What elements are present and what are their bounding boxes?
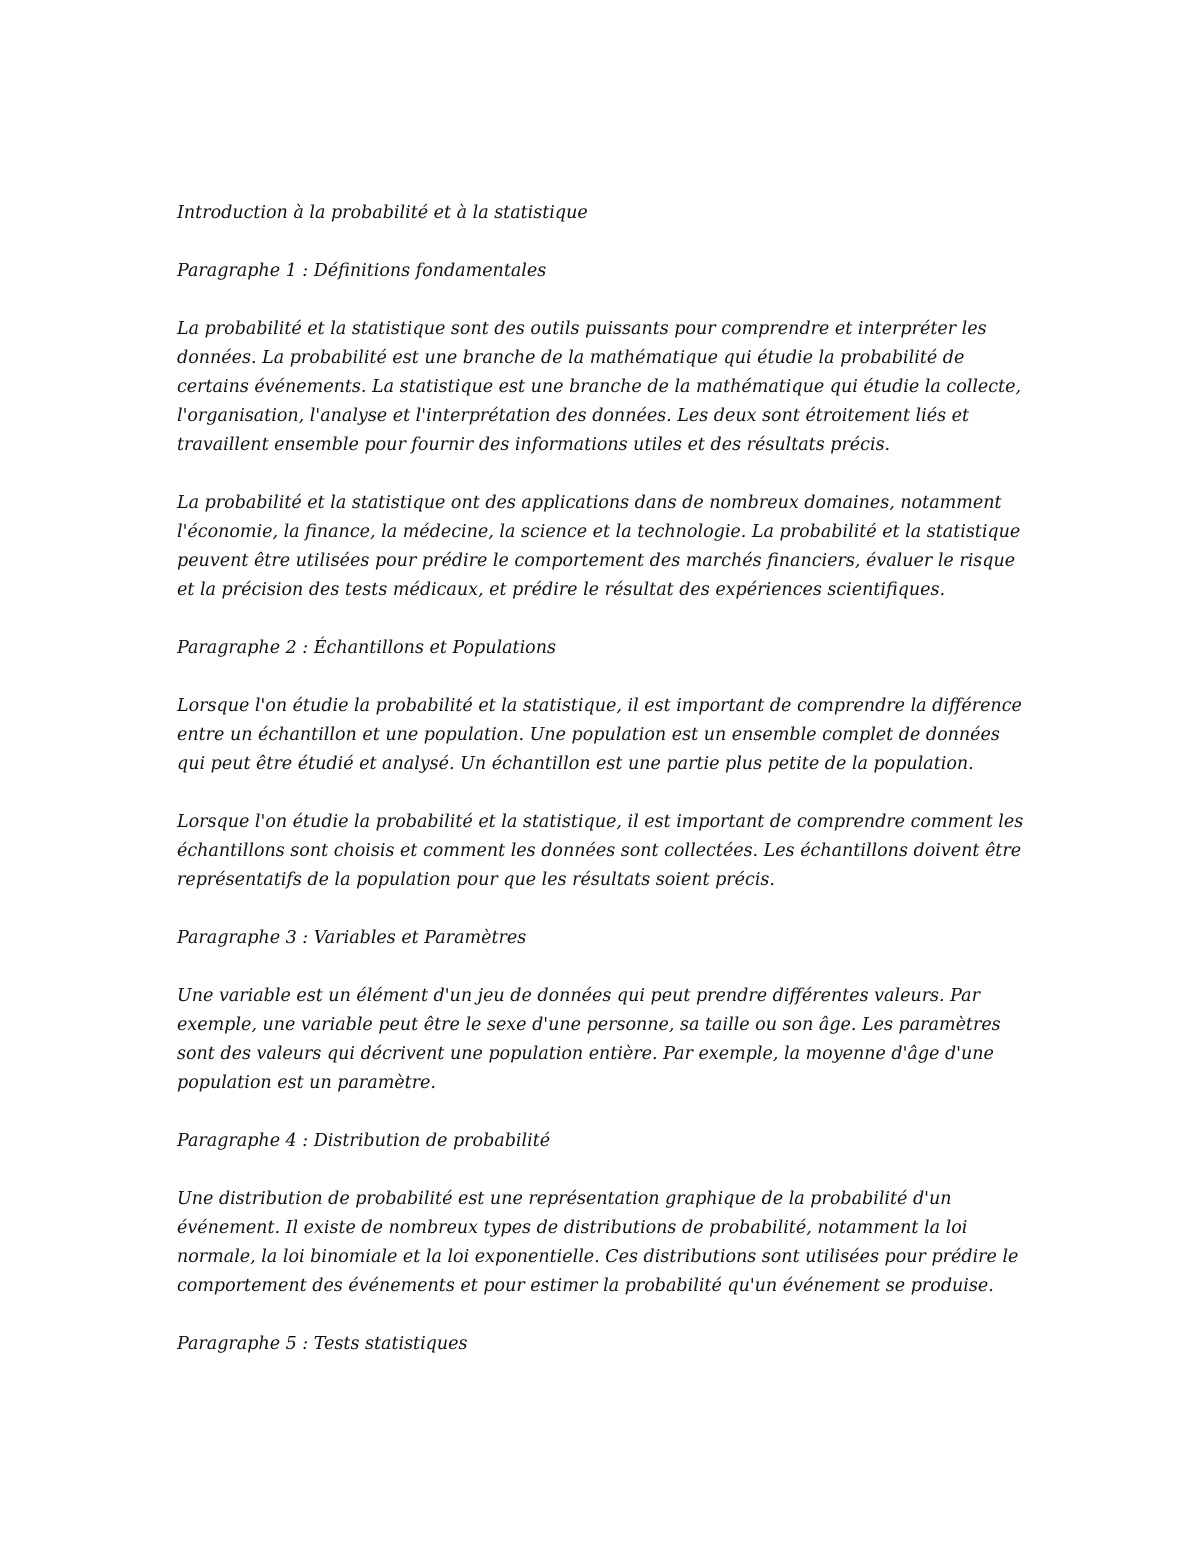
text-line: Lorsque l'on étudie la probabilité et la statistique, il est important de comprendre comment les bbox=[177, 812, 1024, 832]
text-line: et la précision des tests médicaux, et prédire le résultat des expériences scientifiques. bbox=[177, 580, 946, 600]
paragraph-4-1 bbox=[177, 1185, 1027, 1301]
document-page bbox=[177, 199, 1027, 1388]
section-heading-3: Paragraphe 3 : Variables et Paramètres bbox=[177, 928, 527, 948]
text-line: Une distribution de probabilité est une représentation graphique de la probabilité d'un bbox=[177, 1189, 952, 1209]
text-line: travaillent ensemble pour fournir des informations utiles et des résultats précis. bbox=[177, 435, 891, 455]
text-line: échantillons sont choisis et comment les données sont collectées. Les échantillons doivent être bbox=[177, 841, 1022, 861]
paragraph-1-2 bbox=[177, 489, 1027, 605]
text-line: population est un paramètre. bbox=[177, 1073, 436, 1093]
text-line: l'économie, la finance, la médecine, la science et la technologie. La probabilité et la statistique bbox=[177, 522, 1021, 542]
text-line: Lorsque l'on étudie la probabilité et la statistique, il est important de comprendre la différence bbox=[177, 696, 1022, 716]
text-line: certains événements. La statistique est une branche de la mathématique qui étudie la collecte, bbox=[177, 377, 1022, 397]
text-line: normale, la loi binomiale et la loi exponentielle. Ces distributions sont utilisées pour prédire le bbox=[177, 1247, 1019, 1267]
text-line: données. La probabilité est une branche de la mathématique qui étudie la probabilité de bbox=[177, 348, 965, 368]
text-line: entre un échantillon et une population. Une population est un ensemble complet de données bbox=[177, 725, 1000, 745]
text-line: exemple, une variable peut être le sexe d'une personne, sa taille ou son âge. Les paramètres bbox=[177, 1015, 1001, 1035]
text-line: représentatifs de la population pour que les résultats soient précis. bbox=[177, 870, 775, 890]
paragraph-2-2 bbox=[177, 808, 1027, 895]
text-line: l'organisation, l'analyse et l'interprétation des données. Les deux sont étroitement liés et bbox=[177, 406, 970, 426]
text-line: La probabilité et la statistique ont des applications dans de nombreux domaines, notamment bbox=[177, 493, 1002, 513]
paragraph-3-1 bbox=[177, 982, 1027, 1098]
paragraph-1-1 bbox=[177, 315, 1027, 460]
text-line: comportement des événements et pour estimer la probabilité qu'un événement se produise. bbox=[177, 1276, 994, 1296]
text-line: événement. Il existe de nombreux types de distributions de probabilité, notamment la loi bbox=[177, 1218, 968, 1238]
paragraph-2-1 bbox=[177, 692, 1027, 779]
section-heading-2: Paragraphe 2 : Échantillons et Populations bbox=[177, 638, 556, 658]
text-line: peuvent être utilisées pour prédire le comportement des marchés financiers, évaluer le risque bbox=[177, 551, 1016, 571]
document-title: Introduction à la probabilité et à la statistique bbox=[177, 203, 588, 223]
text-line: sont des valeurs qui décrivent une population entière. Par exemple, la moyenne d'âge d'une bbox=[177, 1044, 994, 1064]
section-heading-1: Paragraphe 1 : Définitions fondamentales bbox=[177, 261, 547, 281]
section-heading-5: Paragraphe 5 : Tests statistiques bbox=[177, 1334, 468, 1354]
text-line: La probabilité et la statistique sont des outils puissants pour comprendre et interpréter les bbox=[177, 319, 987, 339]
text-line: Une variable est un élément d'un jeu de données qui peut prendre différentes valeurs. Par bbox=[177, 986, 980, 1006]
section-heading-4: Paragraphe 4 : Distribution de probabilité bbox=[177, 1131, 551, 1151]
text-line: qui peut être étudié et analysé. Un échantillon est une partie plus petite de la population. bbox=[177, 754, 974, 774]
